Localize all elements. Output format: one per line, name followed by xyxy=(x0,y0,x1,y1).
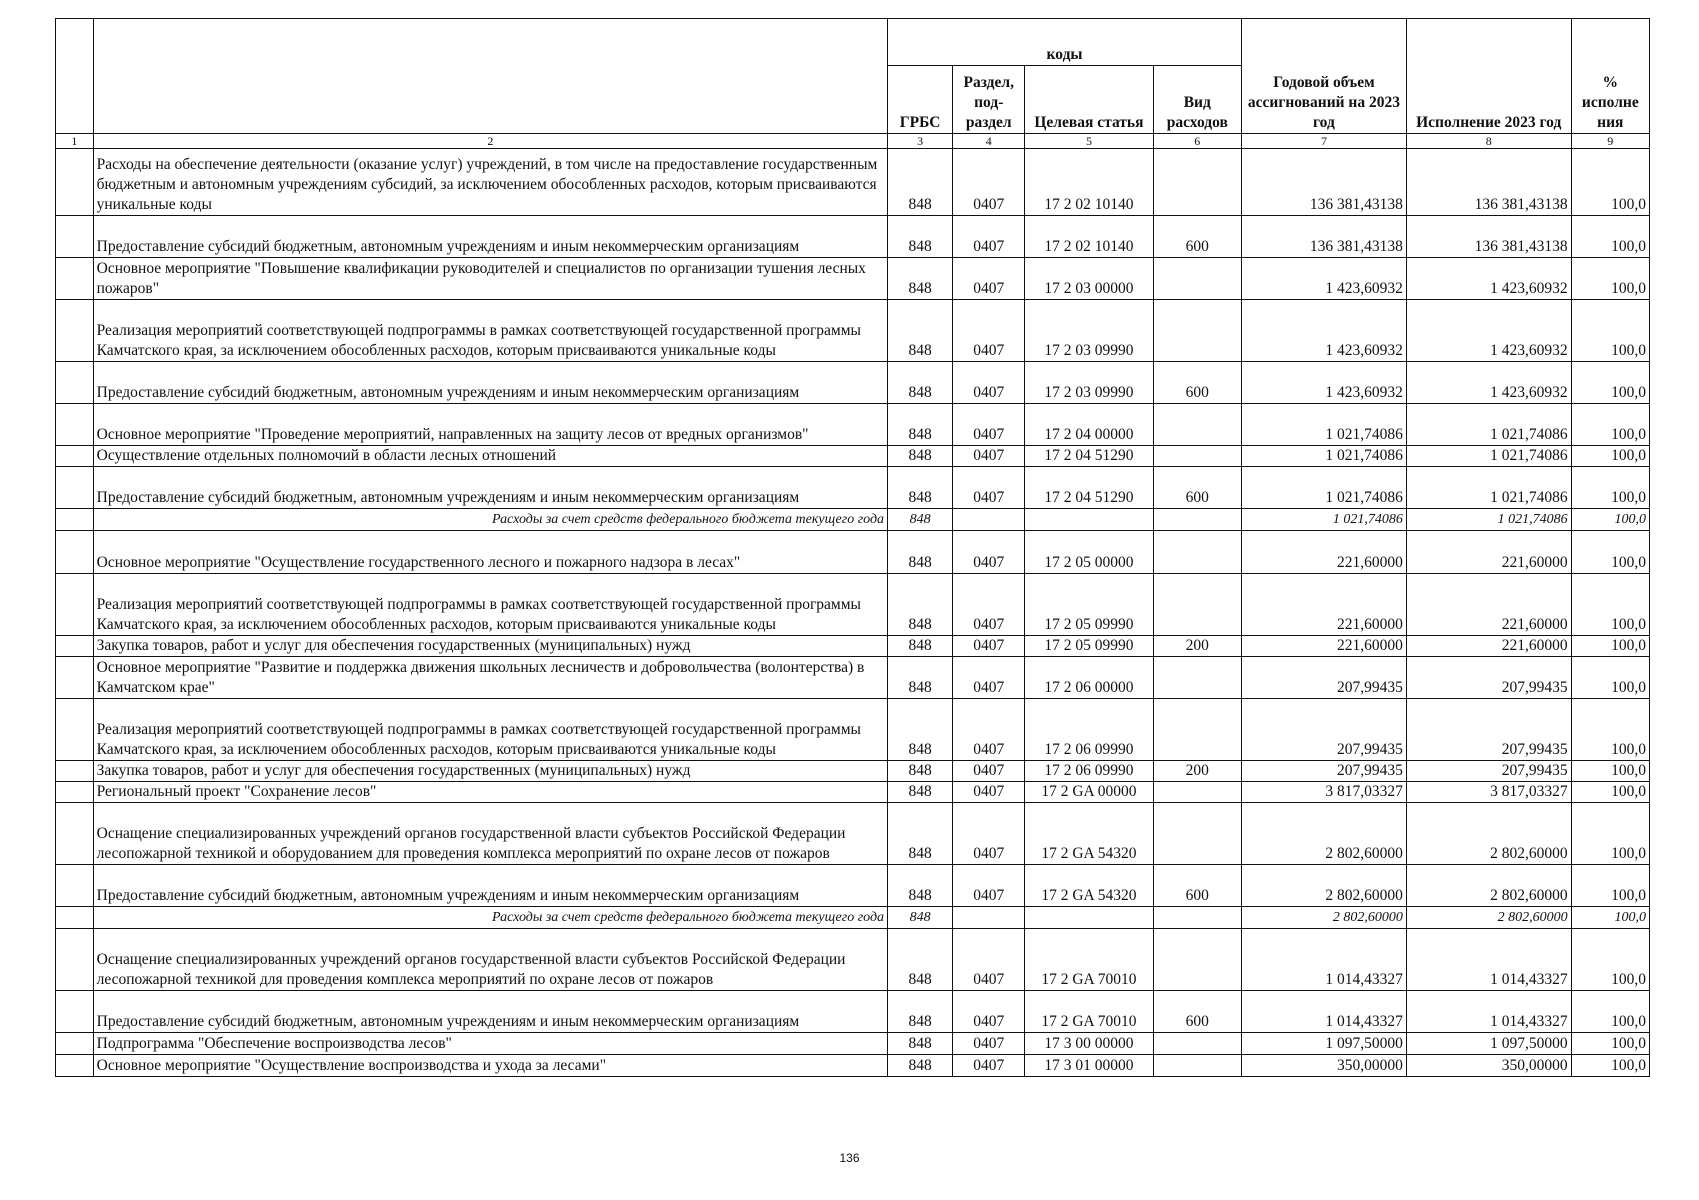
row-grbs: 848 xyxy=(888,362,953,404)
row-blank-cell xyxy=(56,865,94,907)
row-percent: 100,0 xyxy=(1571,404,1649,446)
row-expense-type xyxy=(1153,1055,1242,1077)
row-expense-type xyxy=(1153,509,1242,531)
row-expense-type xyxy=(1153,803,1242,865)
row-grbs: 848 xyxy=(888,446,953,467)
row-section: 0407 xyxy=(953,446,1025,467)
row-blank-cell xyxy=(56,1055,94,1077)
row-target: 17 2 GA 00000 xyxy=(1025,782,1153,803)
row-target: 17 2 03 09990 xyxy=(1025,300,1153,362)
row-percent: 100,0 xyxy=(1571,865,1649,907)
row-percent: 100,0 xyxy=(1571,782,1649,803)
row-percent: 100,0 xyxy=(1571,362,1649,404)
federal-subtotal-row xyxy=(56,509,1650,531)
row-target: 17 2 GA 70010 xyxy=(1025,991,1153,1033)
row-annual: 3 817,03327 xyxy=(1242,782,1407,803)
row-name: Осуществление отдельных полномочий в области лесных отношений xyxy=(93,446,887,467)
row-section: 0407 xyxy=(953,1033,1025,1055)
row-percent: 100,0 xyxy=(1571,1055,1649,1077)
row-grbs: 848 xyxy=(888,782,953,803)
row-expense-type xyxy=(1153,258,1242,300)
row-execution: 207,99435 xyxy=(1406,657,1571,699)
row-section: 0407 xyxy=(953,149,1025,216)
row-section: 0407 xyxy=(953,258,1025,300)
row-percent: 100,0 xyxy=(1571,991,1649,1033)
row-execution: 2 802,60000 xyxy=(1406,865,1571,907)
row-percent: 100,0 xyxy=(1571,300,1649,362)
row-annual: 1 021,74086 xyxy=(1242,404,1407,446)
row-execution: 3 817,03327 xyxy=(1406,782,1571,803)
row-name: Основное мероприятие "Осуществление воспроизводства и ухода за лесами" xyxy=(93,1055,887,1077)
row-annual: 2 802,60000 xyxy=(1242,865,1407,907)
row-expense-type xyxy=(1153,699,1242,761)
row-grbs: 848 xyxy=(888,865,953,907)
row-grbs: 848 xyxy=(888,929,953,991)
row-target: 17 2 02 10140 xyxy=(1025,149,1153,216)
row-target: 17 2 03 09990 xyxy=(1025,362,1153,404)
header-section: Раздел, под-раздел xyxy=(953,66,1025,134)
row-section: 0407 xyxy=(953,865,1025,907)
row-annual: 207,99435 xyxy=(1242,761,1407,782)
row-execution: 1 014,43327 xyxy=(1406,991,1571,1033)
row-annual: 221,60000 xyxy=(1242,574,1407,636)
row-expense-type xyxy=(1153,149,1242,216)
row-section: 0407 xyxy=(953,467,1025,509)
row-expense-type: 600 xyxy=(1153,467,1242,509)
row-annual: 1 014,43327 xyxy=(1242,929,1407,991)
row-execution: 2 802,60000 xyxy=(1406,907,1571,929)
row-name: Реализация мероприятий соответствующей подпрограммы в рамках соответствующей государственной программы Камчатского края, за исключением обособленных расходов, которым присваиваются уникальные коды xyxy=(93,300,887,362)
column-number: 1 xyxy=(56,134,94,149)
table-row xyxy=(56,574,1650,636)
row-name: Предоставление субсидий бюджетным, автономным учреждениям и иным некоммерческим организациям xyxy=(93,865,887,907)
header-execution: Исполнение 2023 год xyxy=(1406,19,1571,134)
row-percent: 100,0 xyxy=(1571,803,1649,865)
row-expense-type xyxy=(1153,574,1242,636)
row-annual: 1 423,60932 xyxy=(1242,300,1407,362)
row-name: Основное мероприятие "Осуществление государственного лесного и пожарного надзора в лесах" xyxy=(93,531,887,574)
header-codes: коды xyxy=(888,19,1242,66)
column-number-row xyxy=(56,134,1650,149)
column-number: 7 xyxy=(1242,134,1407,149)
row-target: 17 2 06 09990 xyxy=(1025,761,1153,782)
row-annual: 1 097,50000 xyxy=(1242,1033,1407,1055)
row-grbs: 848 xyxy=(888,657,953,699)
row-percent: 100,0 xyxy=(1571,1033,1649,1055)
row-percent: 100,0 xyxy=(1571,636,1649,657)
row-blank-cell xyxy=(56,300,94,362)
row-percent: 100,0 xyxy=(1571,446,1649,467)
table-row xyxy=(56,216,1650,258)
header-row-codes xyxy=(56,19,1650,66)
row-blank-cell xyxy=(56,446,94,467)
row-blank-cell xyxy=(56,657,94,699)
table-row xyxy=(56,258,1650,300)
row-expense-type: 600 xyxy=(1153,362,1242,404)
row-expense-type xyxy=(1153,1033,1242,1055)
row-name: Предоставление субсидий бюджетным, автономным учреждениям и иным некоммерческим организациям xyxy=(93,216,887,258)
row-annual: 221,60000 xyxy=(1242,636,1407,657)
column-number: 2 xyxy=(93,134,887,149)
table-row xyxy=(56,300,1650,362)
row-annual: 2 802,60000 xyxy=(1242,907,1407,929)
row-blank-cell xyxy=(56,761,94,782)
row-execution: 350,00000 xyxy=(1406,1055,1571,1077)
table-row xyxy=(56,929,1650,991)
row-blank-cell xyxy=(56,782,94,803)
row-execution: 1 423,60932 xyxy=(1406,258,1571,300)
row-section: 0407 xyxy=(953,531,1025,574)
row-section: 0407 xyxy=(953,991,1025,1033)
table-row xyxy=(56,991,1650,1033)
row-execution: 136 381,43138 xyxy=(1406,216,1571,258)
row-blank-cell xyxy=(56,216,94,258)
table-row xyxy=(56,149,1650,216)
row-annual: 221,60000 xyxy=(1242,531,1407,574)
table-row xyxy=(56,1033,1650,1055)
row-target: 17 2 06 00000 xyxy=(1025,657,1153,699)
row-target: 17 2 GA 54320 xyxy=(1025,865,1153,907)
row-name: Предоставление субсидий бюджетным, автономным учреждениям и иным некоммерческим организациям xyxy=(93,362,887,404)
row-target xyxy=(1025,509,1153,531)
header-percent: % исполне ния xyxy=(1571,19,1649,134)
row-blank-cell xyxy=(56,467,94,509)
column-number: 9 xyxy=(1571,134,1649,149)
row-target: 17 3 00 00000 xyxy=(1025,1033,1153,1055)
row-target: 17 2 04 00000 xyxy=(1025,404,1153,446)
row-name: Предоставление субсидий бюджетным, автономным учреждениям и иным некоммерческим организациям xyxy=(93,991,887,1033)
row-percent: 100,0 xyxy=(1571,531,1649,574)
row-grbs: 848 xyxy=(888,991,953,1033)
row-name: Основное мероприятие "Повышение квалификации руководителей и специалистов по организации тушения лесных пожаров" xyxy=(93,258,887,300)
row-annual: 1 021,74086 xyxy=(1242,509,1407,531)
row-expense-type xyxy=(1153,657,1242,699)
row-grbs: 848 xyxy=(888,574,953,636)
row-expense-type xyxy=(1153,404,1242,446)
row-name: Закупка товаров, работ и услуг для обеспечения государственных (муниципальных) нужд xyxy=(93,761,887,782)
row-name: Расходы за счет средств федерального бюджета текущего года xyxy=(93,907,887,929)
row-blank-cell xyxy=(56,907,94,929)
row-target xyxy=(1025,907,1153,929)
row-execution: 1 097,50000 xyxy=(1406,1033,1571,1055)
column-number: 8 xyxy=(1406,134,1571,149)
row-section: 0407 xyxy=(953,404,1025,446)
row-annual: 1 021,74086 xyxy=(1242,446,1407,467)
row-grbs: 848 xyxy=(888,636,953,657)
row-expense-type: 600 xyxy=(1153,865,1242,907)
row-annual: 1 423,60932 xyxy=(1242,258,1407,300)
row-target: 17 2 GA 54320 xyxy=(1025,803,1153,865)
row-target: 17 2 05 09990 xyxy=(1025,574,1153,636)
table-row xyxy=(56,699,1650,761)
header-grbs: ГРБС xyxy=(888,66,953,134)
row-expense-type: 200 xyxy=(1153,761,1242,782)
row-percent: 100,0 xyxy=(1571,258,1649,300)
row-grbs: 848 xyxy=(888,467,953,509)
page-number: 136 xyxy=(839,1151,860,1165)
row-section: 0407 xyxy=(953,636,1025,657)
table-row xyxy=(56,467,1650,509)
table-row xyxy=(56,404,1650,446)
row-blank-cell xyxy=(56,699,94,761)
row-execution: 1 021,74086 xyxy=(1406,509,1571,531)
row-blank-cell xyxy=(56,574,94,636)
row-percent: 100,0 xyxy=(1571,467,1649,509)
row-name: Реализация мероприятий соответствующей подпрограммы в рамках соответствующей государственной программы Камчатского края, за исключением обособленных расходов, которым присваиваются уникальные коды xyxy=(93,699,887,761)
row-expense-type xyxy=(1153,782,1242,803)
federal-subtotal-row xyxy=(56,907,1650,929)
row-grbs: 848 xyxy=(888,907,953,929)
row-annual: 1 021,74086 xyxy=(1242,467,1407,509)
row-grbs: 848 xyxy=(888,531,953,574)
row-percent: 100,0 xyxy=(1571,657,1649,699)
row-annual: 207,99435 xyxy=(1242,657,1407,699)
row-target: 17 2 06 09990 xyxy=(1025,699,1153,761)
row-execution: 1 423,60932 xyxy=(1406,362,1571,404)
row-section xyxy=(953,509,1025,531)
row-grbs: 848 xyxy=(888,300,953,362)
table-row xyxy=(56,803,1650,865)
row-grbs: 848 xyxy=(888,149,953,216)
row-section: 0407 xyxy=(953,574,1025,636)
table-row xyxy=(56,782,1650,803)
row-annual: 207,99435 xyxy=(1242,699,1407,761)
row-name: Оснащение специализированных учреждений органов государственной власти субъектов Российской Федерации лесопожарной техникой и оборудованием для проведения комплекса мероприятий по охране лесов от пожаров xyxy=(93,803,887,865)
row-grbs: 848 xyxy=(888,258,953,300)
row-annual: 2 802,60000 xyxy=(1242,803,1407,865)
row-execution: 207,99435 xyxy=(1406,761,1571,782)
row-execution: 1 021,74086 xyxy=(1406,467,1571,509)
row-execution: 221,60000 xyxy=(1406,636,1571,657)
row-blank-cell xyxy=(56,509,94,531)
row-section: 0407 xyxy=(953,782,1025,803)
table-row xyxy=(56,446,1650,467)
row-expense-type xyxy=(1153,929,1242,991)
row-name: Закупка товаров, работ и услуг для обеспечения государственных (муниципальных) нужд xyxy=(93,636,887,657)
row-percent: 100,0 xyxy=(1571,761,1649,782)
budget-table xyxy=(55,18,1650,1077)
row-annual: 1 423,60932 xyxy=(1242,362,1407,404)
row-name: Реализация мероприятий соответствующей подпрограммы в рамках соответствующей государственной программы Камчатского края, за исключением обособленных расходов, которым присваиваются уникальные коды xyxy=(93,574,887,636)
table-row xyxy=(56,761,1650,782)
row-expense-type: 600 xyxy=(1153,991,1242,1033)
table-row xyxy=(56,531,1650,574)
row-name: Основное мероприятие "Проведение мероприятий, направленных на защиту лесов от вредных организмов" xyxy=(93,404,887,446)
row-execution: 221,60000 xyxy=(1406,531,1571,574)
row-section: 0407 xyxy=(953,362,1025,404)
table-row xyxy=(56,362,1650,404)
row-blank-cell xyxy=(56,531,94,574)
row-blank-cell xyxy=(56,404,94,446)
row-expense-type xyxy=(1153,907,1242,929)
row-percent: 100,0 xyxy=(1571,509,1649,531)
row-target: 17 3 01 00000 xyxy=(1025,1055,1153,1077)
row-grbs: 848 xyxy=(888,1055,953,1077)
row-annual: 350,00000 xyxy=(1242,1055,1407,1077)
row-blank-cell xyxy=(56,149,94,216)
row-target: 17 2 04 51290 xyxy=(1025,467,1153,509)
row-expense-type: 600 xyxy=(1153,216,1242,258)
header-target: Целевая статья xyxy=(1025,66,1153,134)
row-execution: 207,99435 xyxy=(1406,699,1571,761)
column-number: 5 xyxy=(1025,134,1153,149)
row-section: 0407 xyxy=(953,216,1025,258)
row-execution: 136 381,43138 xyxy=(1406,149,1571,216)
row-blank-cell xyxy=(56,991,94,1033)
row-percent: 100,0 xyxy=(1571,907,1649,929)
row-name: Расходы за счет средств федерального бюджета текущего года xyxy=(93,509,887,531)
row-expense-type xyxy=(1153,446,1242,467)
row-grbs: 848 xyxy=(888,1033,953,1055)
header-blank-cell xyxy=(56,19,94,134)
row-execution: 1 021,74086 xyxy=(1406,446,1571,467)
row-grbs: 848 xyxy=(888,404,953,446)
row-blank-cell xyxy=(56,636,94,657)
row-expense-type: 200 xyxy=(1153,636,1242,657)
column-number: 4 xyxy=(953,134,1025,149)
row-section: 0407 xyxy=(953,803,1025,865)
row-section: 0407 xyxy=(953,300,1025,362)
row-execution: 1 423,60932 xyxy=(1406,300,1571,362)
row-section: 0407 xyxy=(953,761,1025,782)
row-target: 17 2 04 51290 xyxy=(1025,446,1153,467)
row-percent: 100,0 xyxy=(1571,929,1649,991)
row-section: 0407 xyxy=(953,657,1025,699)
row-target: 17 2 05 09990 xyxy=(1025,636,1153,657)
row-expense-type xyxy=(1153,300,1242,362)
table-row xyxy=(56,636,1650,657)
table-row xyxy=(56,865,1650,907)
row-percent: 100,0 xyxy=(1571,149,1649,216)
row-execution: 221,60000 xyxy=(1406,574,1571,636)
table-row xyxy=(56,1055,1650,1077)
row-percent: 100,0 xyxy=(1571,216,1649,258)
row-blank-cell xyxy=(56,803,94,865)
row-annual: 1 014,43327 xyxy=(1242,991,1407,1033)
row-execution: 1 021,74086 xyxy=(1406,404,1571,446)
row-grbs: 848 xyxy=(888,699,953,761)
row-blank-cell xyxy=(56,362,94,404)
row-name: Региональный проект "Сохранение лесов" xyxy=(93,782,887,803)
row-annual: 136 381,43138 xyxy=(1242,216,1407,258)
column-number: 6 xyxy=(1153,134,1242,149)
row-section: 0407 xyxy=(953,1055,1025,1077)
header-expense-type: Вид расходов xyxy=(1153,66,1242,134)
header-annual: Годовой объем ассигнований на 2023 год xyxy=(1242,19,1407,134)
row-name: Предоставление субсидий бюджетным, автономным учреждениям и иным некоммерческим организациям xyxy=(93,467,887,509)
column-number: 3 xyxy=(888,134,953,149)
row-target: 17 2 GA 70010 xyxy=(1025,929,1153,991)
row-name: Подпрограмма "Обеспечение воспроизводства лесов" xyxy=(93,1033,887,1055)
row-blank-cell xyxy=(56,258,94,300)
row-grbs: 848 xyxy=(888,761,953,782)
row-name: Основное мероприятие "Развитие и поддержка движения школьных лесничеств и добровольчества (волонтерства) в Камчатском крае" xyxy=(93,657,887,699)
row-grbs: 848 xyxy=(888,803,953,865)
row-name: Расходы на обеспечение деятельности (оказание услуг) учреждений, в том числе на предоставление государственным бюджетным и автономным учреждениям субсидий, за исключением обособленных расходов, которым присваиваются уникальные коды xyxy=(93,149,887,216)
row-target: 17 2 03 00000 xyxy=(1025,258,1153,300)
row-percent: 100,0 xyxy=(1571,699,1649,761)
row-grbs: 848 xyxy=(888,509,953,531)
row-grbs: 848 xyxy=(888,216,953,258)
row-target: 17 2 02 10140 xyxy=(1025,216,1153,258)
table-row xyxy=(56,657,1650,699)
row-annual: 136 381,43138 xyxy=(1242,149,1407,216)
row-execution: 1 014,43327 xyxy=(1406,929,1571,991)
row-blank-cell xyxy=(56,1033,94,1055)
row-section xyxy=(953,907,1025,929)
row-name: Оснащение специализированных учреждений органов государственной власти субъектов Российской Федерации лесопожарной техникой для проведения комплекса мероприятий по охране лесов от пожаров xyxy=(93,929,887,991)
row-blank-cell xyxy=(56,929,94,991)
row-section: 0407 xyxy=(953,699,1025,761)
header-name-cell xyxy=(93,19,887,134)
row-section: 0407 xyxy=(953,929,1025,991)
row-execution: 2 802,60000 xyxy=(1406,803,1571,865)
row-percent: 100,0 xyxy=(1571,574,1649,636)
row-target: 17 2 05 00000 xyxy=(1025,531,1153,574)
row-expense-type xyxy=(1153,531,1242,574)
